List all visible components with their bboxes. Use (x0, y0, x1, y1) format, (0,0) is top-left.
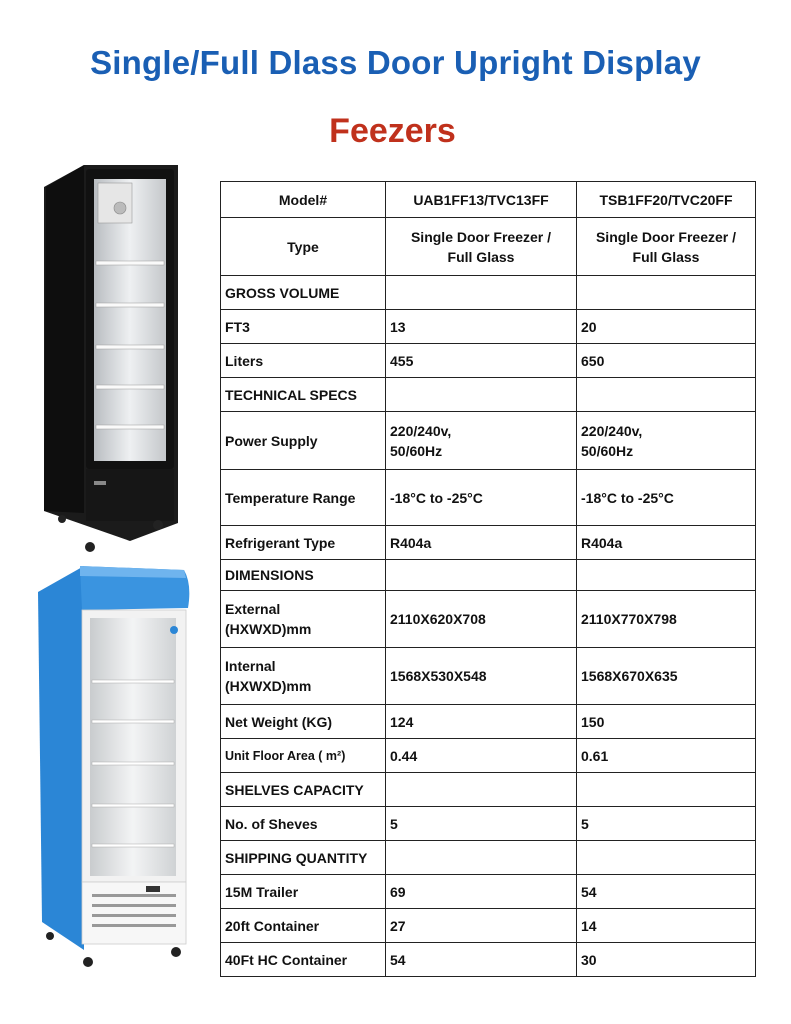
row-value-1: 13 (386, 310, 577, 344)
header-model-2: TSB1FF20/TVC20FF (577, 182, 756, 218)
table-row (221, 648, 756, 705)
row-value-1: 0.44 (386, 739, 577, 773)
row-value-2: 1568X670X635 (577, 648, 756, 705)
black-freezer-image (40, 163, 180, 558)
row-value-2: 220/240v, 50/60Hz (577, 412, 756, 470)
row-value-2 (577, 773, 756, 807)
row-value-1 (386, 276, 577, 310)
row-value-2: 14 (577, 909, 756, 943)
table-row (221, 526, 756, 560)
row-label: 40Ft HC Container (221, 943, 386, 977)
row-value-1: 27 (386, 909, 577, 943)
table-row (221, 909, 756, 943)
row-label: Power Supply (221, 412, 386, 470)
page-title: Single/Full Dlass Door Upright Display (90, 44, 701, 81)
table-row (221, 276, 756, 310)
table-header-row (221, 182, 756, 218)
row-label: TECHNICAL SPECS (221, 378, 386, 412)
header-model-label: Model# (221, 182, 386, 218)
table-row (221, 875, 756, 909)
row-label: SHELVES CAPACITY (221, 773, 386, 807)
row-value-2: 2110X770X798 (577, 591, 756, 648)
row-value-1: R404a (386, 526, 577, 560)
type-value-2: Single Door Freezer / Full Glass (577, 218, 756, 276)
header-model-1: UAB1FF13/TVC13FF (386, 182, 577, 218)
table-row (221, 773, 756, 807)
row-value-2 (577, 378, 756, 412)
row-value-2 (577, 560, 756, 591)
row-value-2 (577, 276, 756, 310)
table-row-type (221, 218, 756, 276)
table-row (221, 378, 756, 412)
row-value-1: 124 (386, 705, 577, 739)
row-label: 15M Trailer (221, 875, 386, 909)
row-value-2: 150 (577, 705, 756, 739)
row-value-2: 20 (577, 310, 756, 344)
spec-table (220, 181, 756, 977)
row-value-1: 220/240v, 50/60Hz (386, 412, 577, 470)
row-value-1 (386, 560, 577, 591)
row-value-2: 0.61 (577, 739, 756, 773)
row-label: GROSS VOLUME (221, 276, 386, 310)
row-value-1: 54 (386, 943, 577, 977)
table-row (221, 412, 756, 470)
row-label: Refrigerant Type (221, 526, 386, 560)
table-row (221, 943, 756, 977)
table-row (221, 310, 756, 344)
row-value-1 (386, 378, 577, 412)
row-value-1: 1568X530X548 (386, 648, 577, 705)
row-value-1: 455 (386, 344, 577, 378)
row-label: SHIPPING QUANTITY (221, 841, 386, 875)
row-label: 20ft Container (221, 909, 386, 943)
row-label: External (HXWXD)mm (221, 591, 386, 648)
row-value-1: 5 (386, 807, 577, 841)
row-label: Net Weight (KG) (221, 705, 386, 739)
type-label: Type (221, 218, 386, 276)
row-label: No. of Sheves (221, 807, 386, 841)
row-label: Temperature Range (221, 470, 386, 526)
blue-freezer-image (36, 562, 192, 974)
row-value-2: 650 (577, 344, 756, 378)
row-label: DIMENSIONS (221, 560, 386, 591)
row-value-1: 2110X620X708 (386, 591, 577, 648)
page-subtitle: Feezers (329, 112, 456, 150)
row-value-2: -18°C to -25°C (577, 470, 756, 526)
row-value-1: 69 (386, 875, 577, 909)
row-label: FT3 (221, 310, 386, 344)
table-row (221, 807, 756, 841)
table-row (221, 344, 756, 378)
row-label: Unit Floor Area ( m²) (221, 739, 386, 773)
table-row (221, 739, 756, 773)
row-value-2: 54 (577, 875, 756, 909)
row-value-1 (386, 841, 577, 875)
row-value-2 (577, 841, 756, 875)
row-value-2: 5 (577, 807, 756, 841)
table-row (221, 841, 756, 875)
table-row (221, 470, 756, 526)
row-value-1: -18°C to -25°C (386, 470, 577, 526)
row-value-2: R404a (577, 526, 756, 560)
table-row (221, 705, 756, 739)
row-value-2: 30 (577, 943, 756, 977)
table-row (221, 591, 756, 648)
row-label: Internal (HXWXD)mm (221, 648, 386, 705)
type-value-1: Single Door Freezer / Full Glass (386, 218, 577, 276)
table-row (221, 560, 756, 591)
row-value-1 (386, 773, 577, 807)
row-label: Liters (221, 344, 386, 378)
